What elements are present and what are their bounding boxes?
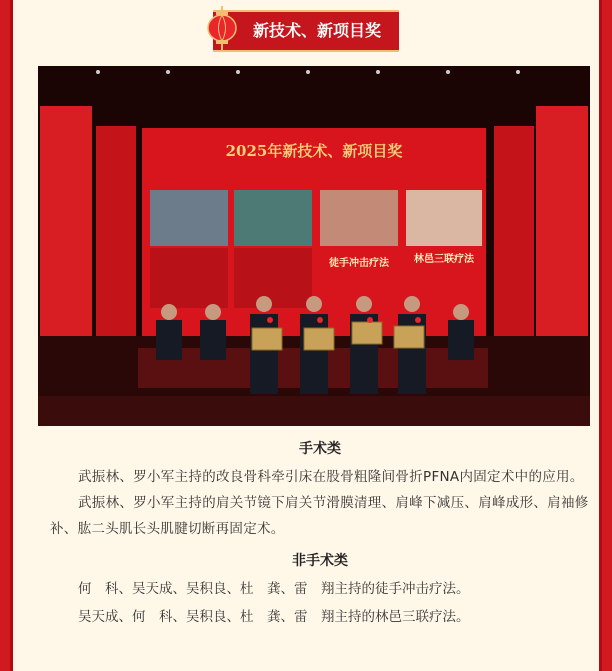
svg-text:林邑三联疗法: 林邑三联疗法 (414, 254, 474, 265)
section-title-non-surgical: 非手术类 (292, 553, 348, 569)
award-ceremony-photo (38, 66, 590, 426)
paragraph: 武振林、罗小军主持的改良骨科牵引床在股骨粗隆间骨折PFNA内固定术中的应用。 (78, 469, 584, 485)
article-frame (10, 0, 602, 671)
section-header (10, 10, 602, 52)
section-header-title: 新技术、新项目奖 (252, 21, 381, 40)
section-header-badge (213, 10, 399, 52)
paragraph: 武振林、罗小军主持的肩关节镜下肩关节滑膜清理、肩峰下减压、肩峰成形、肩袖修补、肱二头肌长头肌腱切断再固定术。 (50, 495, 589, 537)
paragraph: 何 科、吴天成、吴积良、杜 龚、雷 翔主持的徒手冲击疗法。 (78, 581, 470, 597)
paragraph: 吴天成、何 科、吴积良、杜 龚、雷 翔主持的林邑三联疗法。 (78, 609, 470, 625)
section-title-surgical: 手术类 (299, 441, 341, 457)
svg-text:徒手冲击疗法: 徒手冲击疗法 (329, 258, 389, 269)
screen-title: 2025年新技术、新项目奖 (225, 142, 403, 160)
lantern-icon (207, 6, 237, 52)
article-body (50, 430, 590, 632)
